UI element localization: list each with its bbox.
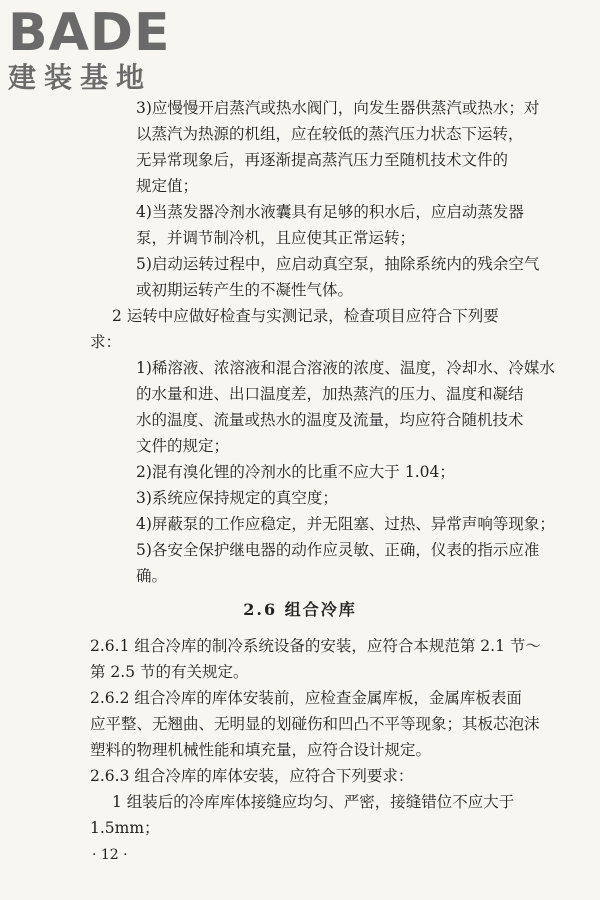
text-line: 规定值； <box>136 177 199 195</box>
text-line: 求： <box>90 333 122 351</box>
logo-subtitle: 建装基地 <box>8 61 153 94</box>
text-line: 5)启动运转过程中，应启动真空泵，抽除系统内的残余空气 <box>136 255 540 273</box>
text-line: 1)稀溶液、浓溶液和混合溶液的浓度、温度，冷却水、冷媒水 <box>136 359 555 377</box>
text-line: 或初期运转产生的不凝性气体。 <box>136 281 354 299</box>
text-line: 4)当蒸发器冷剂水液囊具有足够的积水后，应启动蒸发器 <box>136 203 524 221</box>
bade-logo <box>6 2 181 94</box>
section-heading: 2.6 组合冷库 <box>243 600 357 619</box>
text-line: 3)应慢慢开启蒸汽或热水阀门，向发生器供蒸汽或热水；对 <box>136 99 540 117</box>
text-line: 文件的规定； <box>136 437 230 455</box>
text-line: 泵，并调节制冷机，且应使其正常运转； <box>136 229 416 247</box>
text-line: 3)系统应保持规定的真空度； <box>136 489 338 507</box>
text-line: 应平整、无翘曲、无明显的划碰伤和凹凸不平等现象；其板芯泡沫 <box>90 715 540 733</box>
text-line: 2.6.3 组合冷库的库体安装，应符合下列要求： <box>90 767 414 785</box>
text-line: 确。 <box>136 567 168 585</box>
text-line: 2)混有溴化锂的冷剂水的比重不应大于 1.04； <box>136 463 455 481</box>
text-line: 塑料的物理机械性能和填充量，应符合设计规定。 <box>90 741 432 759</box>
page-number: · 12 · <box>92 847 128 863</box>
text-line: 2 运转中应做好检查与实测记录，检查项目应符合下列要 <box>112 307 499 325</box>
text-line: 以蒸汽为热源的机组，应在较低的蒸汽压力状态下运转， <box>136 125 524 143</box>
text-line: 2.6.2 组合冷库的库体安装前，应检查金属库板，金属库板表面 <box>90 689 522 707</box>
text-line: 1.5mm； <box>90 819 160 837</box>
text-line: 的水量和进、出口温度差，加热蒸汽的压力、温度和凝结 <box>136 385 524 403</box>
text-line: 5)各安全保护继电器的动作应灵敏、正确，仪表的指示应准 <box>136 541 540 559</box>
text-line: 水的温度、流量或热水的温度及流量，均应符合随机技术 <box>136 411 524 429</box>
text-line: 4)屏蔽泵的工作应稳定，并无阻塞、过热、异常声响等现象； <box>136 515 555 533</box>
text-line: 1 组装后的冷库库体接缝应均匀、严密，接缝错位不应大于 <box>112 793 515 811</box>
logo-wordmark: BADE <box>8 3 171 63</box>
text-line: 第 2.5 节的有关规定。 <box>90 663 249 681</box>
text-line: 2.6.1 组合冷库的制冷系统设备的安装，应符合本规范第 2.1 节～ <box>90 637 541 655</box>
text-line: 无异常现象后，再逐渐提高蒸汽压力至随机技术文件的 <box>136 151 509 169</box>
